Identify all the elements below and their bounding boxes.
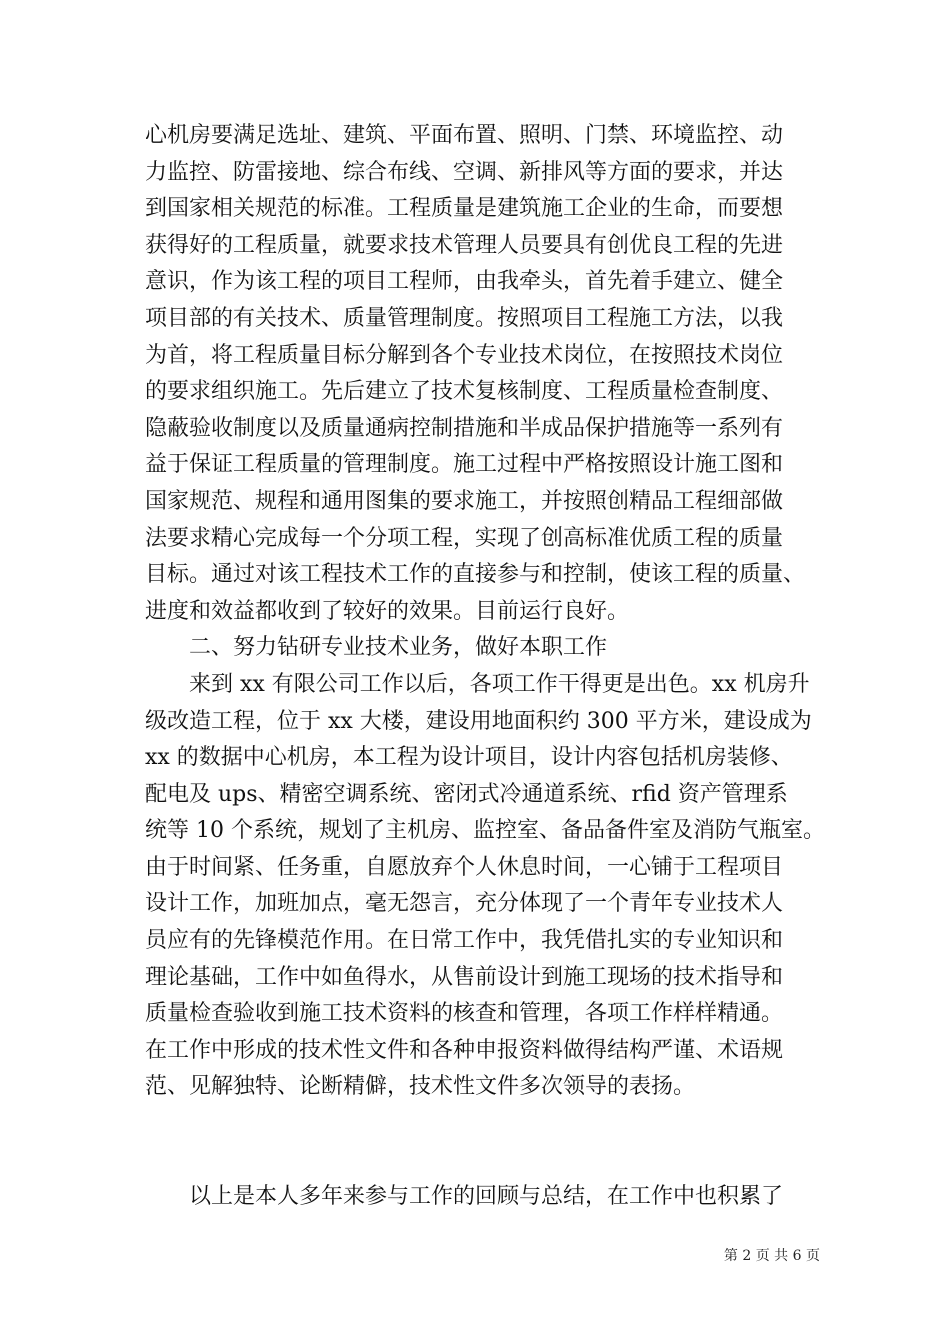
section-line-1: 来到 xx 有限公司工作以后，各项工作干得更是出色。xx 机房升 bbox=[189, 671, 810, 697]
text-line-4: 获得好的工程质量，就要求技术管理人员要具有创优良工程的先进 bbox=[145, 232, 784, 258]
section-line-11: 在工作中形成的技术性文件和各种申报资料做得结构严谨、术语规 bbox=[145, 1037, 784, 1063]
text-line-14: 进度和效益都收到了较好的效果。目前运行良好。 bbox=[145, 598, 630, 624]
section-line-3: xx 的数据中心机房，本工程为设计项目，设计内容包括机房装修、 bbox=[145, 745, 793, 771]
closing-line: 以上是本人多年来参与工作的回顾与总结，在工作中也积累了 bbox=[189, 1184, 784, 1210]
text-line-9: 隐蔽验收制度以及质量通病控制措施和半成品保护措施等一系列有 bbox=[145, 415, 784, 441]
section-line-4: 配电及 ups、精密空调系统、密闭式冷通道系统、rfid 资产管理系 bbox=[145, 781, 788, 807]
text-line-1: 心机房要满足选址、建筑、平面布置、照明、门禁、环境监控、动 bbox=[145, 123, 784, 148]
text-line-10: 益于保证工程质量的管理制度。施工过程中严格按照设计施工图和 bbox=[145, 452, 784, 478]
section-line-9: 理论基础，工作中如鱼得水，从售前设计到施工现场的技术指导和 bbox=[145, 964, 784, 990]
text-line-6: 项目部的有关技术、质量管理制度。按照项目工程施工方法，以我 bbox=[145, 305, 784, 331]
page-footer: 第 2 页 共 6 页 bbox=[723, 1248, 820, 1264]
section-line-5: 统等 10 个系统，规划了主机房、监控室、备品备件室及消防气瓶室。 bbox=[145, 818, 825, 844]
section-heading: 二、努力钻研专业技术业务，做好本职工作 bbox=[189, 635, 608, 661]
text-line-2: 力监控、防雷接地、综合布线、空调、新排风等方面的要求，并达 bbox=[145, 159, 784, 185]
text-line-13: 目标。通过对该工程技术工作的直接参与和控制，使该工程的质量、 bbox=[145, 562, 806, 588]
section-line-6: 由于时间紧、任务重，自愿放弃个人休息时间，一心铺于工程项目 bbox=[145, 854, 784, 880]
section-line-2: 级改造工程，位于 xx 大楼，建设用地面积约 300 平方米，建设成为 bbox=[145, 708, 812, 734]
section-line-7: 设计工作，加班加点，毫无怨言，充分体现了一个青年专业技术人 bbox=[145, 891, 784, 917]
section-line-8: 员应有的先锋模范作用。在日常工作中，我凭借扎实的专业知识和 bbox=[145, 928, 784, 954]
section-line-12: 范、见解独特、论断精僻，技术性文件多次领导的表扬。 bbox=[145, 1074, 696, 1100]
paragraph-gap bbox=[145, 1106, 825, 1179]
text-line-7: 为首，将工程质量目标分解到各个专业技术岗位，在按照技术岗位 bbox=[145, 342, 784, 368]
text-line-3: 到国家相关规范的标准。工程质量是建筑施工企业的生命，而要想 bbox=[145, 196, 784, 222]
text-line-12: 法要求精心完成每一个分项工程，实现了创高标准优质工程的质量 bbox=[145, 525, 784, 551]
section-line-10: 质量检查验收到施工技术资料的核查和管理，各项工作样样精通。 bbox=[145, 1001, 784, 1027]
text-line-8: 的要求组织施工。先后建立了技术复核制度、工程质量检查制度、 bbox=[145, 379, 784, 405]
document-body bbox=[145, 118, 825, 1216]
text-line-11: 国家规范、规程和通用图集的要求施工，并按照创精品工程细部做 bbox=[145, 488, 784, 514]
text-line-5: 意识，作为该工程的项目工程师，由我牵头，首先着手建立、健全 bbox=[145, 269, 784, 295]
